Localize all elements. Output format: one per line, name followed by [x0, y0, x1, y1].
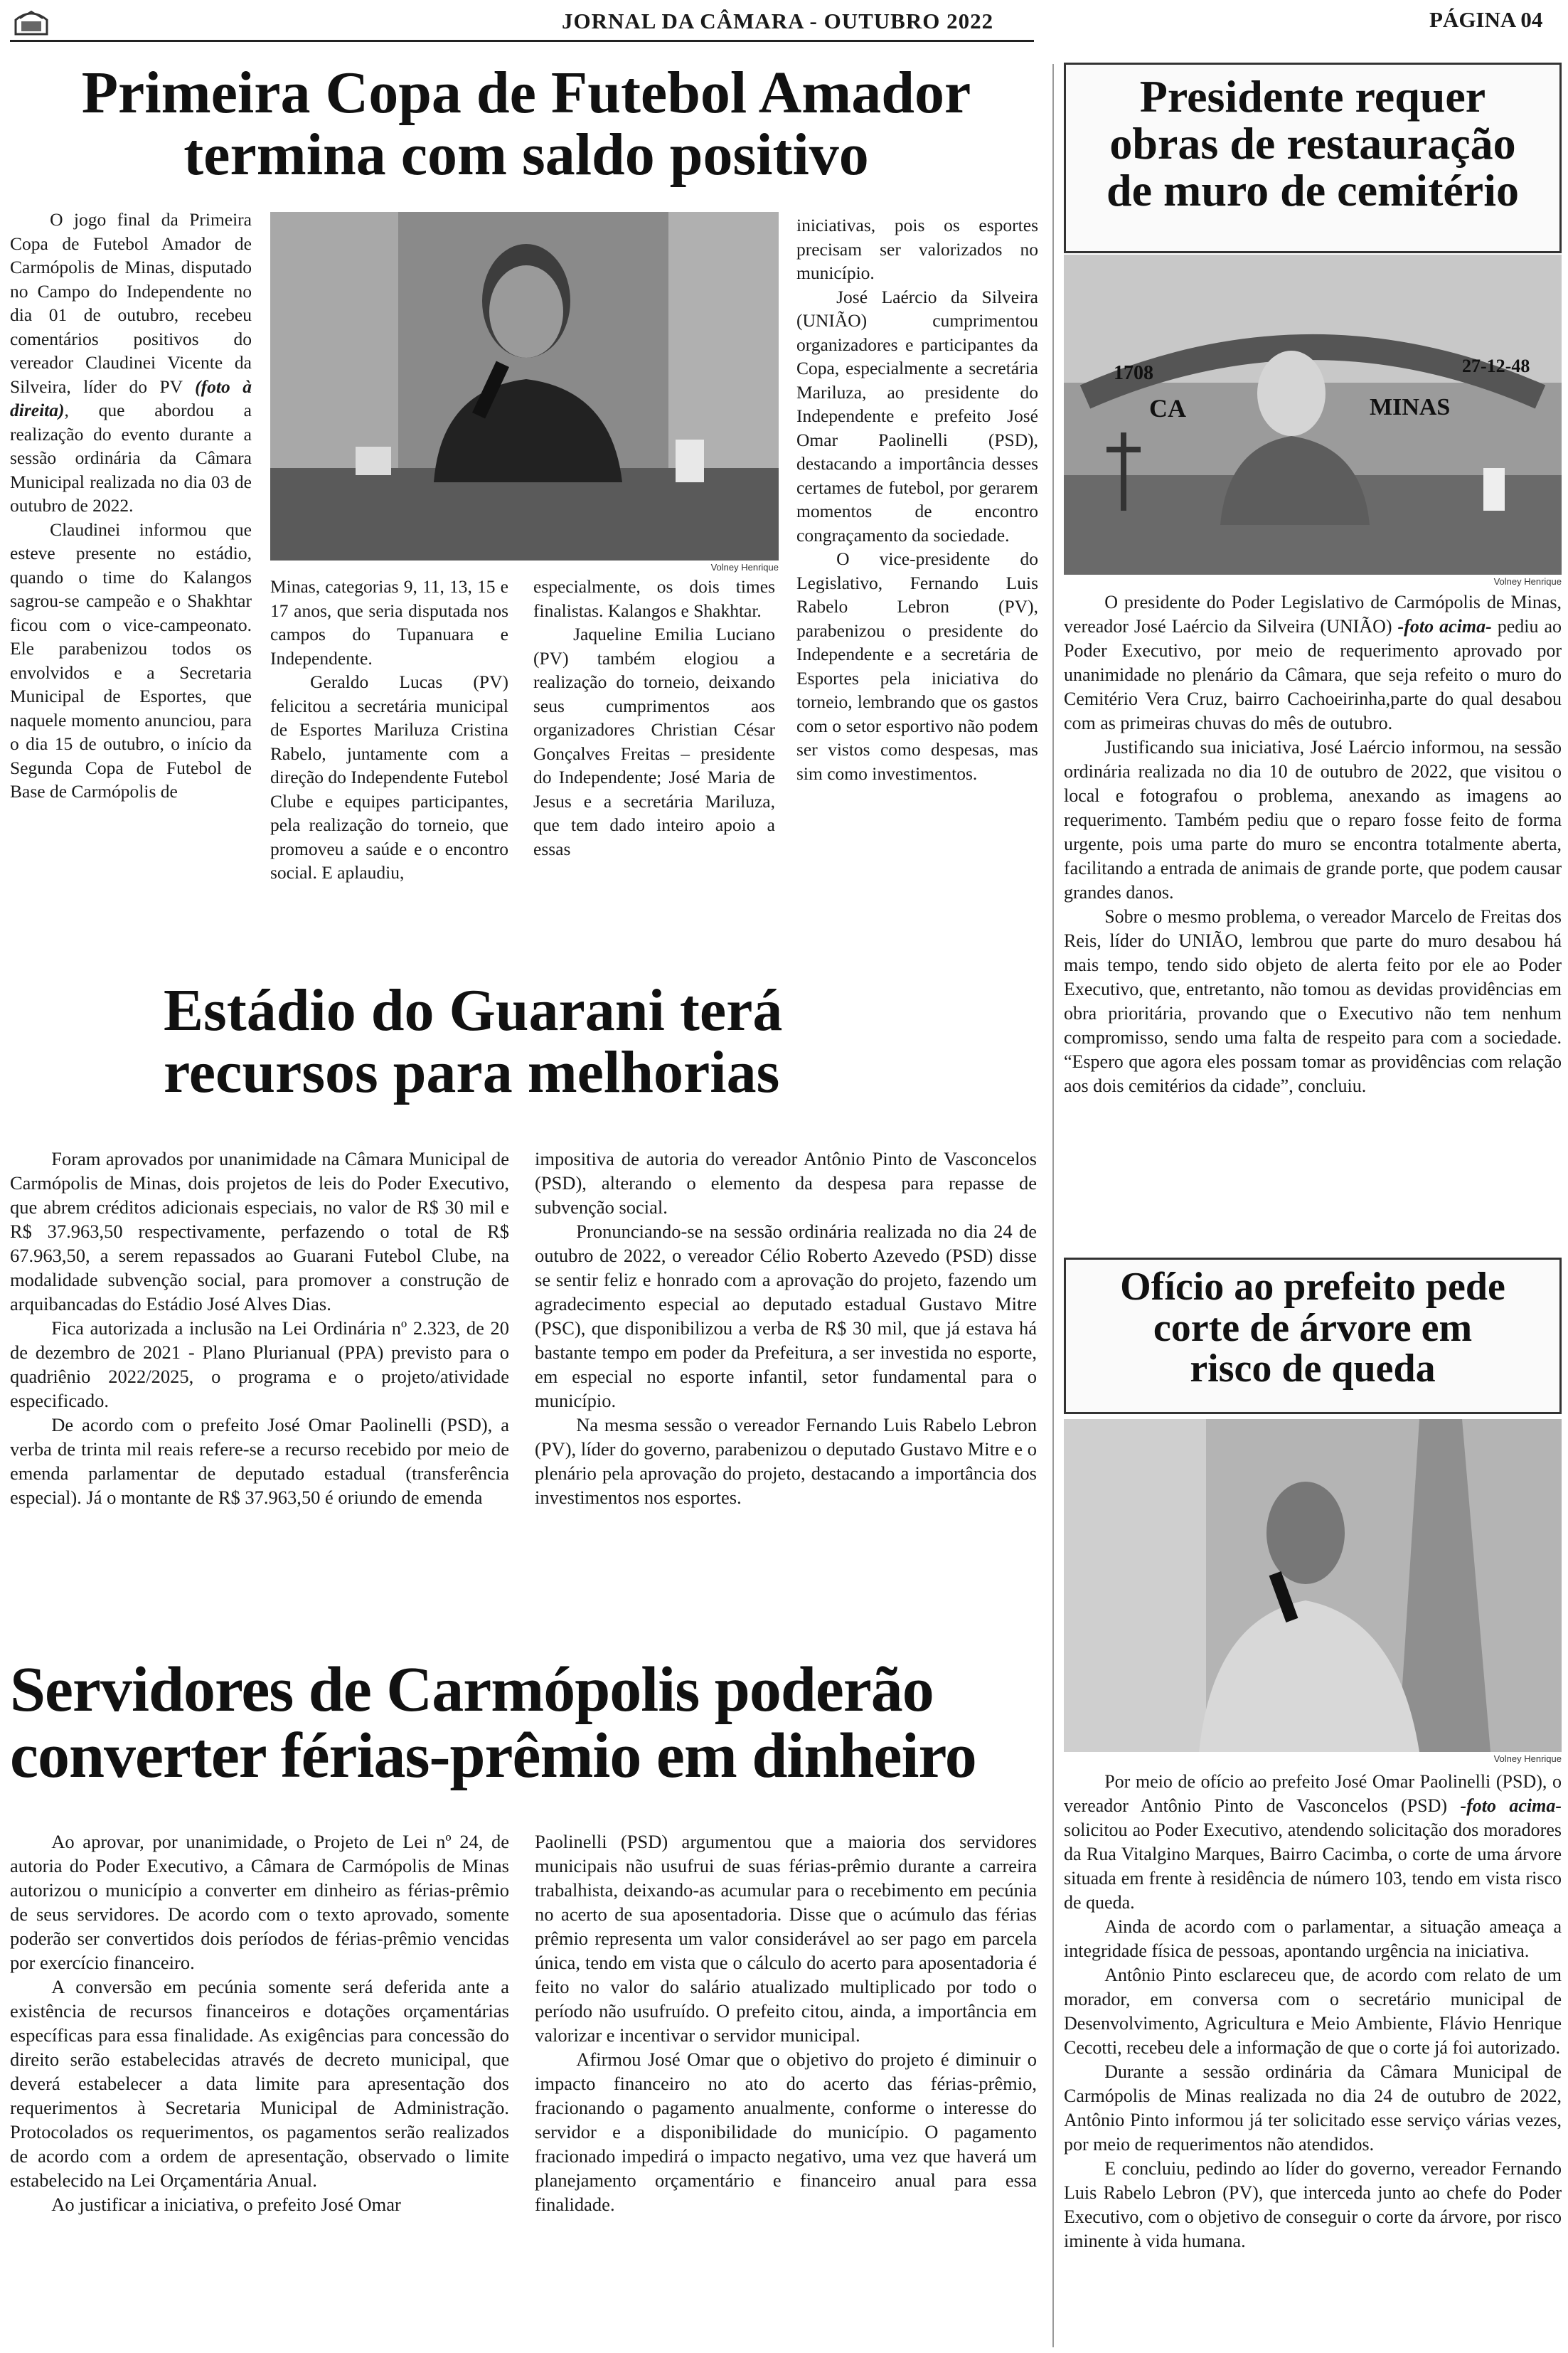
speaker-photo-icon: [270, 212, 779, 561]
article4-headline-box: Presidente requer obras de restauração de muro de cemitério: [1064, 63, 1562, 253]
article1-col1: [10, 208, 252, 804]
president-photo-icon: [1064, 255, 1562, 575]
article1-col3: especialmente, os dois times finalistas. Kalangos e Shakhtar. Jaqueline Emilia Luciano (PV) também elogiou a realização do torneio, deixando seus cumprimentos aos organizadores Christian César Gonçalves Freitas – presidente do Independente; José Maria de Jesus e a secretária Mariluza, que tem dado inteiro apoio a essas: [533, 576, 775, 859]
journal-title: JORNAL DA CÂMARA - OUTUBRO 2022: [562, 9, 994, 33]
article2-col-right: impositiva de autoria do vereador Antônio Pinto de Vasconcelos (PSD), alterando o elemento da despesa para repasse de subvenção social. Pronunciando-se na sessão ordinária realizada no dia 24 de outubro de 2022, o vereador Célio Roberto Azevedo (PSD) disse se sentir feliz e honrado com a aprovação do projeto, fazendo um agradecimento especial ao deputado estadual Gustavo Mitre (PSC), que disponibilizou a verba de R$ 30 mil, que já estava há bastante tempo em poder da Prefeitura, a ser investida no esporte, em especial no esporte infantil, setor fundamental para o município. Na mesma sessão o vereador Fernando Luis Rabelo Lebron (PV), líder do governo, parabenizou o deputado Gustavo Mitre e o plenário pela aprovação do projeto, destacando a importância dos investimentos nos esportes.: [535, 1148, 1037, 1508]
councilman-photo-icon: [1064, 1419, 1562, 1752]
article3-headline: Servidores de Carmópolis poderão converter férias-prêmio em dinheiro: [10, 1654, 976, 1791]
article4-photo-credit: Volney Henrique: [1493, 576, 1562, 587]
article5-body: Por meio de ofício ao prefeito José Omar Paolinelli (PSD), o vereador Antônio Pinto de Vasconcelos (PSD) -foto acima- solicitou ao Poder Executivo, atendendo solicitação dos moradores da Rua Vitalgino Marques, Bairro Cacimba, o corte de uma árvore situada em frente à residência de número 103, tendo em vista risco de queda. Ainda de acordo com o parlamentar, a situação ameaça a integridade física de pessoas, apontando urgência na iniciativa. Antônio Pinto esclareceu que, de acordo com relato de um morador, em conversa com o secretário municipal de Desenvolvimento, Agricultura e Meio Ambiente, Flávio Henrique Cecotti, recebeu dele a informação de que o corte já foi autorizado. Durante a sessão ordinária da Câmara Municipal de Carmópolis de Minas realizada no dia 24 de outubro de 2022, Antônio Pinto informou já ter solicitado esse serviço várias vezes, por meio de requerimentos não atendidos. E concluiu, pedindo ao líder do governo, vereador Fernando Luis Rabelo Lebron (PV), que interceda junto ao chefe do Poder Executivo, com o objetivo de conseguir o corte da árvore, por risco iminente à vida humana.: [1064, 1771, 1562, 2251]
article2-col-left: Foram aprovados por unanimidade na Câmara Municipal de Carmópolis de Minas, dois projetos de leis do Poder Executivo, que abrem créditos adicionais especiais, no valor de R$ 30 mil e R$ 37.963,50 respectivamente, perfazendo o total de R$ 67.963,50, a serem repassados ao Guarani Futebol Clube, na modalidade subvenção social, para promover a construção de arquibancadas do Estádio José Alves Dias. Fica autorizada a inclusão na Lei Ordinária nº 2.323, de 20 de dezembro de 2021 - Plano Plurianual (PPA) previsto para o quadriênio 2022/2025, o programa e o projeto/atividade especificado. De acordo com o prefeito José Omar Paolinelli (PSD), a verba de trinta mil reais refere-se a recurso recebido por meio de emenda parlamentar de deputado estadual (transferência especial). Já o montante de R$ 37.963,50 é oriundo de emenda: [10, 1148, 509, 1508]
article1-col2: Minas, categorias 9, 11, 13, 15 e 17 anos, que seria disputada nos campos do Tupanuara e Independente. Geraldo Lucas (PV) felicitou a secretária municipal de Esportes Mariluza Cristina Rabelo, juntamente com a direção do Independente Futebol Clube e equipes participantes, pela realização do torneio, que promoveu a saúde e o encontro social. E aplaudiu,: [270, 576, 508, 883]
page-header: [0, 0, 1568, 44]
article3-col-left: Ao aprovar, por unanimidade, o Projeto de Lei nº 24, de autoria do Poder Executivo, a Câmara de Carmópolis de Minas autorizou o município a converter em dinheiro as férias-prêmio de seus servidores. De acordo com o texto aprovado, somente poderão ser convertidos dois períodos de férias-prêmio vencidas por exercício financeiro. A conversão em pecúnia somente será deferida ante a existência de recursos financeiros e dotações orçamentárias específicas para essa finalidade. As exigências para concessão do direito serão estabelecidas através de decreto municipal, que deverá estabelecer a data limite para apresentação dos requerimentos à Secretaria Municipal de Administração. Protocolados os requerimentos, os pagamentos serão realizados de acordo com a ordem de apresentação, observado o limite estabelecido na Lei Orçamentária Anual. Ao justificar a iniciativa, o prefeito José Omar: [10, 1831, 509, 2215]
article5-p1: Por meio de ofício ao prefeito José Omar Paolinelli (PSD), o vereador Antônio Pinto de Vasconcelos (PSD) -foto acima- solicitou ao Poder Executivo, atendendo solicitação dos moradores da Rua Vitalgino Marques, Bairro Cacimba, o corte de uma árvore situada em frente à residência de número 103, tendo em vista risco de queda.: [1064, 1771, 1562, 1913]
article1-photo: [270, 212, 779, 561]
article5-photo-credit: Volney Henrique: [1493, 1753, 1562, 1764]
article2-headline: Estádio do Guarani terá recursos para melhorias: [164, 977, 783, 1105]
sign-text-mid2: MINAS: [1370, 394, 1451, 420]
column-separator: [1052, 64, 1054, 2347]
article3-col-right: Paolinelli (PSD) argumentou que a maioria dos servidores municipais não usufrui de suas férias-prêmio durante a carreira trabalhista, deixando-as acumular para o recebimento em pecúnia no acerto de sua aposentadoria. Disse que o acúmulo das férias prêmio representa um valor considerável ao ser pago em parcela única, tendo em vista que o cálculo do acerto para aposentadoria é feito no valor do salário atualizado multiplicado por todo o período não usufruído. O prefeito citou, ainda, a importância em valorizar e incentivar o servidor municipal. Afirmou José Omar que o objetivo do projeto é diminuir o impacto financeiro no ato do acerto das férias-prêmio, fracionando o pagamento anualmente, conforme o interesse do servidor e a disponibilidade do município. O pagamento fracionado impedirá o impacto negativo, uma vez que haverá um planejamento orçamentário e financeiro anual para essa finalidade.: [535, 1831, 1037, 2215]
article1-p2: Claudinei informou que esteve presente no estádio, quando o time do Kalangos sagrou-se campeão e o Shakhtar ficou com o vice-campeonato. Ele parabenizou todos os envolvidos e a Secretaria Municipal de Esportes, que naquele momento anunciou, para o dia 15 de outubro, o início da Segunda Copa de Futebol de Base de Carmópolis de: [10, 519, 252, 802]
article4-body: O presidente do Poder Legislativo de Carmópolis de Minas, vereador José Laércio da Silveira (UNIÃO) -foto acima- pediu ao Poder Executivo, por meio de requerimento aprovado por unanimidade no plenário da Câmara, que seja refeito o muro do Cemitério Vera Cruz, bairro Cachoeirinha,parte do qual desabou com as primeiras chuvas do mês de outubro. Justificando sua iniciativa, José Laércio informou, na sessão ordinária realizada no dia 10 de outubro de 2022, que visitou o local e fotografou o problema, anexando as imagens ao requerimento. Também pediu que o reparo fosse feito de forma urgente, pois uma parte do muro se encontra totalmente aberta, facilitando a entrada de animais de grande porte, que podem causar grandes danos. Sobre o mesmo problema, o vereador Marcelo de Freitas dos Reis, líder do UNIÃO, lembrou que parte do muro desabou há mais tempo, tendo sido objeto de alerta feito por ele ao Poder Executivo, que, entretanto, não tomou as devidas providências em obra prioritária, provando que o Executivo não tem nenhum compromisso, sendo uma falta de respeito para com a sociedade. “Espero que agora eles possam tomar as providências com relação aos dois cemitérios da cidade”, concluiu.: [1064, 592, 1562, 1096]
sign-text-left: 1708: [1114, 362, 1153, 384]
article1-p1: O jogo final da Primeira Copa de Futebol Amador de Carmópolis de Minas, disputado no Campo do Independente no dia 01 de outubro, recebeu comentários positivos do vereador Claudinei Vicente da Silveira, líder do PV (foto à direita), que abordou a realização do evento durante a sessão ordinária da Câmara Municipal realizada no dia 03 de outubro de 2022.: [10, 209, 252, 516]
article1-photo-credit: Volney Henrique: [710, 562, 779, 573]
sign-text-mid: CA: [1149, 394, 1186, 423]
article5-headline-box: Ofício ao prefeito pede corte de árvore em risco de queda: [1064, 1258, 1562, 1414]
article1-headline: Primeira Copa de Futebol Amador termina com saldo positivo: [81, 60, 971, 188]
article5-photo: [1064, 1419, 1562, 1752]
page-number: PÁGINA 04: [1429, 7, 1543, 32]
city-crest-icon: [10, 6, 53, 37]
sign-text-right: 27-12-48: [1462, 356, 1530, 376]
article4-photo: [1064, 255, 1562, 575]
header-rule: [10, 40, 1034, 42]
article1-col4: iniciativas, pois os esportes precisam ser valorizados no município. José Laércio da Silveira (UNIÃO) cumprimentou organizadores e participantes da Copa, especialmente a secretária Mariluza, ao presidente do Independente e prefeito José Omar Paolinelli (PSD), destacando a importância desses certames de futebol, por gerarem momentos de encontro congraçamento da sociedade. O vice-presidente do Legislativo, Fernando Luis Rabelo Lebron (PV), parabenizou o presidente do Independente e a secretária de Esportes pela iniciativa do torneio, lembrando que os gastos com o setor esportivo não podem ser vistos como despesas, mas sim como investimentos.: [796, 215, 1038, 784]
article4-p1: O presidente do Poder Legislativo de Carmópolis de Minas, vereador José Laércio da Silveira (UNIÃO) -foto acima- pediu ao Poder Executivo, por meio de requerimento aprovado por unanimidade no plenário da Câmara, que seja refeito o muro do Cemitério Vera Cruz, bairro Cachoeirinha,parte do qual desabou com as primeiras chuvas do mês de outubro.: [1064, 592, 1562, 733]
